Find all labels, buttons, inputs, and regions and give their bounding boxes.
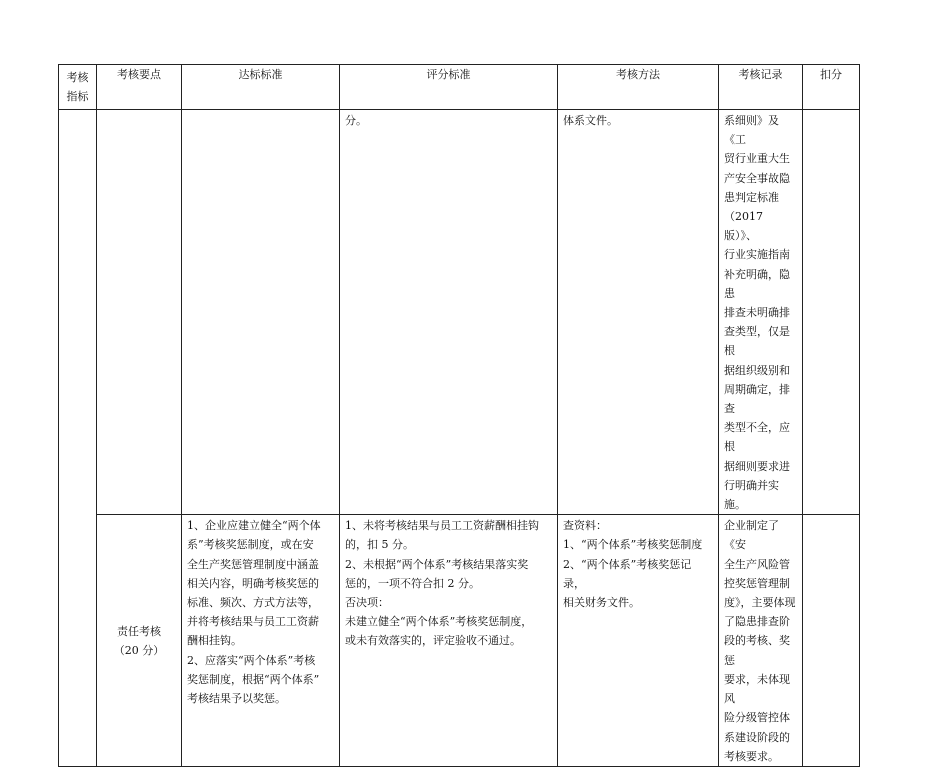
header-row	[59, 65, 860, 110]
scoring-cell: 分。	[340, 110, 558, 515]
indicator-cell	[59, 110, 97, 767]
header-deduction: 扣分	[803, 65, 860, 110]
method-cell: 体系文件。	[558, 110, 719, 515]
header-standard: 达标标准	[182, 65, 340, 110]
header-scoring: 评分标准	[340, 65, 558, 110]
record-cell: 系细则》及《工 贸行业重大生 产安全事故隐 患判定标准 （2017 版）》、 行业实施指南 补充明确，隐患 排查未明确排 查类型，仅是根 据组织级别和 周期确定，排查 类型不全，应根 据细则要求进 行明确并实施。	[719, 110, 803, 515]
deduction-cell	[803, 110, 860, 515]
standard-cell	[182, 110, 340, 515]
table-row	[59, 110, 860, 515]
record-cell: 企业制定了《安 全生产风险管 控奖惩管理制 度》，主要体现 了隐患排查阶 段的考核、奖惩 要求，未体现风 险分级管控体 系建设阶段的 考核要求。	[719, 515, 803, 767]
header-record: 考核记录	[719, 65, 803, 110]
key-point-cell	[97, 110, 182, 515]
standard-cell: 1、企业应建立健全“两个体 系”考核奖惩制度，或在安 全生产奖惩管理制度中涵盖 相关内容，明确考核奖惩的 标准、频次、方式方法等， 并将考核结果与员工工资薪 酬相挂钩。 2、应落实“两个体系”考核 奖惩制度，根据“两个体系” 考核结果予以奖惩。	[182, 515, 340, 767]
header-key-point: 考核要点	[97, 65, 182, 110]
scoring-cell: 1、未将考核结果与员工工资薪酬相挂钩 的，扣 5 分。 2、未根据“两个体系”考核结果落实奖 惩的，一项不符合扣 2 分。 否决项： 未建立健全“两个体系”考核奖惩制度， 或未有效落实的，评定验收不通过。	[340, 515, 558, 767]
key-point-cell: 责任考核 （20 分）	[97, 515, 182, 767]
method-cell: 查资料： 1、“两个体系”考核奖惩制度 2、“两个体系”考核奖惩记录， 相关财务文件。	[558, 515, 719, 767]
header-indicator: 考核 指标	[59, 65, 97, 110]
table-row	[59, 515, 860, 767]
deduction-cell	[803, 515, 860, 767]
assessment-table	[58, 64, 860, 767]
header-method: 考核方法	[558, 65, 719, 110]
